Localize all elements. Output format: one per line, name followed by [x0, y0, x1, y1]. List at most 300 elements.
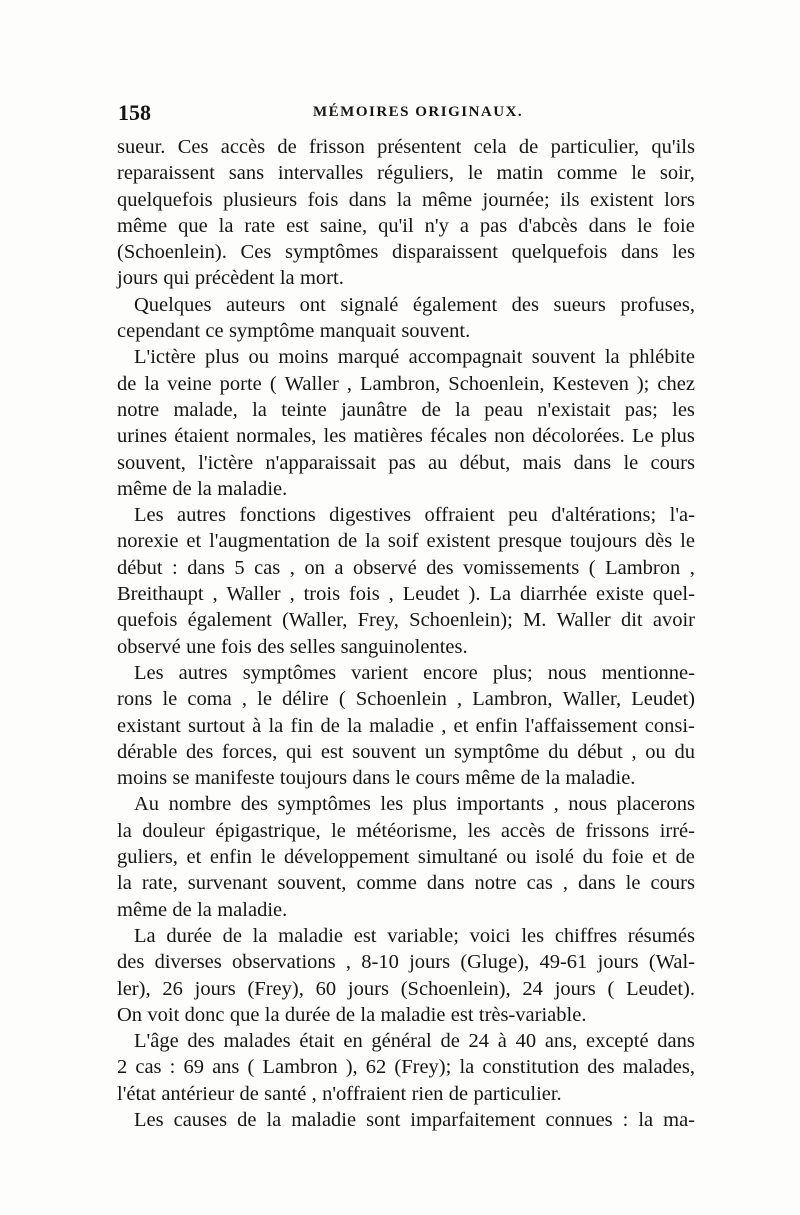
- word: Les: [134, 661, 164, 684]
- word: enfin: [209, 846, 253, 869]
- word: trois: [303, 583, 341, 606]
- word: de: [237, 1108, 257, 1131]
- word: diverses: [154, 951, 222, 974]
- word: fécales: [430, 425, 487, 448]
- word: Le: [631, 425, 654, 448]
- word: qu'ils: [651, 136, 695, 158]
- word: rons: [117, 688, 153, 711]
- word: (Schoenlein).: [117, 241, 227, 264]
- word: le: [257, 688, 272, 711]
- word: dans: [426, 872, 465, 895]
- word: journée;: [482, 188, 550, 211]
- word: pas: [388, 451, 416, 474]
- word: dérable: [117, 740, 178, 763]
- word: de: [277, 136, 297, 158]
- word: ).: [468, 583, 481, 606]
- word: phlébite: [628, 346, 695, 369]
- word: ),: [345, 1056, 358, 1079]
- word: connues: [545, 1108, 613, 1131]
- word: fois: [221, 635, 252, 658]
- word: donc: [184, 1003, 225, 1026]
- word: de: [337, 530, 358, 553]
- word: guliers,: [117, 846, 178, 869]
- word: cas: [135, 1056, 162, 1079]
- word: dans: [578, 872, 616, 895]
- word: que: [229, 1003, 260, 1026]
- word: constitution: [482, 1056, 580, 1079]
- word: début: [117, 556, 163, 579]
- word: qu'il: [378, 214, 414, 237]
- word: accès: [500, 819, 546, 842]
- word: début: [577, 740, 623, 763]
- word: notre: [117, 398, 160, 421]
- word: (Waller,: [282, 609, 348, 632]
- word: également: [412, 293, 498, 316]
- word: existent: [589, 188, 654, 211]
- word: peu: [508, 504, 538, 527]
- text-line: [117, 634, 695, 660]
- word: cas: [526, 872, 553, 895]
- word: soir,: [659, 162, 695, 185]
- word: plus: [205, 346, 240, 369]
- word: urines: [117, 425, 168, 448]
- word: norexie: [117, 530, 179, 553]
- word: les: [672, 398, 695, 421]
- word: l'ictère: [198, 451, 254, 474]
- word: comme: [356, 872, 417, 895]
- word: (: [607, 977, 615, 1000]
- word: intervalles: [277, 162, 364, 185]
- word: même: [465, 767, 516, 790]
- word: mais: [522, 451, 562, 474]
- word: 8-10: [361, 951, 399, 974]
- page-number: 158: [118, 100, 151, 125]
- word: coma: [187, 688, 232, 711]
- word: 26: [162, 977, 183, 1000]
- word: épigastrique,: [215, 819, 321, 842]
- word: avoir: [652, 609, 695, 632]
- word: :: [172, 556, 178, 579]
- word: (: [269, 372, 277, 395]
- word: n'apparaissait: [265, 451, 377, 474]
- word: (: [588, 556, 596, 579]
- word: sueurs: [553, 293, 606, 316]
- word: mort.: [299, 267, 344, 290]
- word: de: [518, 136, 539, 158]
- word: dans: [352, 767, 390, 790]
- word: Frey,: [357, 609, 399, 632]
- word: Lambron: [605, 556, 681, 579]
- word: teinte: [281, 398, 327, 421]
- word: irré-: [659, 819, 695, 842]
- word: la: [604, 346, 620, 369]
- word: est: [450, 1003, 474, 1026]
- word: comme: [557, 162, 618, 185]
- word: maladie: [291, 1108, 357, 1131]
- word: les: [467, 819, 491, 842]
- word: n'y: [424, 214, 449, 237]
- word: vomissements: [463, 556, 580, 579]
- word: Les: [134, 1108, 164, 1131]
- word: ,: [311, 1082, 317, 1105]
- body-text: [117, 134, 695, 1133]
- word: chiffres: [554, 924, 618, 947]
- text-line: [117, 949, 695, 975]
- word: le: [680, 530, 695, 553]
- word: maladie.: [217, 477, 288, 500]
- word: foie: [611, 846, 644, 869]
- word: jours: [409, 951, 451, 974]
- word: auteurs: [225, 293, 286, 316]
- word: que: [178, 214, 208, 237]
- word: toujours: [569, 530, 638, 553]
- word: fois: [348, 583, 380, 606]
- word: la: [117, 872, 132, 895]
- word: les: [521, 924, 545, 947]
- word: la: [365, 530, 380, 553]
- word: le: [625, 872, 641, 895]
- word: la: [117, 819, 132, 842]
- word: Waller,: [562, 688, 622, 711]
- word: un: [424, 740, 446, 763]
- word: peau: [484, 398, 523, 421]
- word: se: [172, 767, 190, 790]
- text-line: [117, 1028, 695, 1054]
- word: ou: [248, 346, 270, 369]
- word: dans: [348, 188, 387, 211]
- word: ler),: [117, 977, 151, 1000]
- word: digestives: [329, 504, 412, 527]
- word: ce: [205, 320, 224, 343]
- word: Leudet): [631, 688, 695, 711]
- word: la: [638, 1108, 654, 1131]
- text-line: [117, 1054, 695, 1080]
- word: on: [304, 556, 325, 579]
- word: plusieurs: [223, 188, 298, 211]
- word: ou: [645, 740, 666, 763]
- word: (: [338, 688, 346, 711]
- word: 62: [365, 1056, 387, 1079]
- word: disparaissent: [392, 241, 498, 264]
- word: malades: [223, 1030, 291, 1053]
- word: ans,: [544, 1030, 578, 1053]
- word: particulier.: [473, 1082, 562, 1105]
- word: (Frey),: [247, 977, 304, 1000]
- word: les: [672, 241, 695, 264]
- word: météorisme,: [356, 819, 458, 842]
- word: la: [197, 477, 212, 500]
- word: plus: [412, 793, 447, 816]
- word: dans: [657, 1030, 695, 1053]
- word: matin: [496, 162, 544, 185]
- word: était: [299, 1030, 335, 1053]
- word: de: [335, 1003, 356, 1026]
- text-line: [117, 660, 695, 686]
- word: Kesteven: [552, 372, 629, 395]
- word: début,: [459, 451, 511, 474]
- word: surtout: [187, 714, 245, 737]
- word: l'état: [117, 1082, 156, 1105]
- word: accès: [220, 136, 266, 158]
- word: des: [240, 793, 269, 816]
- word: de: [320, 714, 340, 737]
- word: observé: [117, 635, 181, 658]
- word: la: [360, 1003, 376, 1026]
- word: la: [252, 398, 267, 421]
- word: la: [144, 372, 160, 395]
- word: la: [252, 924, 268, 947]
- text-line: [117, 739, 695, 765]
- word: Breithaupt: [117, 583, 204, 606]
- word: souvent: [531, 346, 596, 369]
- word: Waller: [556, 609, 611, 632]
- word: L'ictère: [134, 346, 196, 369]
- text-line: [117, 581, 695, 607]
- word: maladie: [380, 1003, 446, 1026]
- word: selles: [289, 635, 336, 658]
- word: et: [186, 530, 202, 553]
- word: durée: [284, 1003, 331, 1026]
- word: l'augmentation: [209, 530, 331, 553]
- word: :: [622, 1108, 629, 1131]
- word: la: [347, 714, 362, 737]
- word: la: [218, 214, 234, 237]
- word: réguliers,: [377, 162, 454, 185]
- text-line: [117, 1081, 695, 1107]
- word: de: [440, 1030, 460, 1053]
- word: Schoenlein);: [409, 609, 513, 632]
- word: variable;: [387, 924, 459, 947]
- text-line: [117, 344, 695, 370]
- word: de: [555, 819, 575, 842]
- word: plus;: [492, 661, 533, 684]
- word: symptômes: [277, 793, 371, 816]
- word: ils: [560, 188, 580, 211]
- word: manquait: [319, 320, 396, 343]
- word: voici: [469, 924, 511, 947]
- text-line: [117, 897, 695, 923]
- word: qui: [285, 740, 313, 763]
- word: à: [497, 1030, 507, 1053]
- word: et: [652, 846, 667, 869]
- word: qui: [163, 267, 190, 290]
- word: au: [427, 451, 448, 474]
- word: dès: [644, 530, 673, 553]
- text-line: [117, 765, 695, 791]
- word: jours: [347, 977, 389, 1000]
- word: de: [172, 477, 192, 500]
- word: voit: [147, 1003, 180, 1026]
- word: ,: [457, 688, 463, 711]
- word: ,: [689, 556, 695, 579]
- word: mentionne-: [601, 661, 695, 684]
- word: dans: [573, 451, 612, 474]
- word: Waller: [284, 372, 339, 395]
- word: est: [286, 214, 309, 237]
- word: la: [264, 1003, 280, 1026]
- word: des: [587, 1056, 615, 1079]
- word: importants: [456, 793, 545, 816]
- word: fonctions: [239, 504, 316, 527]
- word: porte: [219, 372, 262, 395]
- word: quefois: [117, 609, 178, 632]
- word: sueur.: [117, 136, 166, 158]
- text-line: [117, 371, 695, 397]
- word: n'existait: [537, 398, 611, 421]
- word: existant: [117, 714, 181, 737]
- word: du: [582, 846, 604, 869]
- word: 2: [117, 1056, 128, 1079]
- word: rate: [244, 214, 276, 237]
- word: nombre: [168, 793, 232, 816]
- word: est: [320, 740, 344, 763]
- word: également: [187, 609, 272, 632]
- text-line: [117, 502, 695, 528]
- word: saine,: [319, 214, 368, 237]
- word: cependant: [117, 320, 201, 343]
- word: veine: [167, 372, 212, 395]
- word: Lambron: [262, 1056, 338, 1079]
- word: La: [489, 583, 512, 606]
- running-head: MÉMOIRES ORIGINAUX.: [313, 104, 524, 120]
- text-line: [117, 318, 695, 344]
- word: ,: [631, 740, 637, 763]
- word: 24: [468, 1030, 490, 1053]
- word: de: [421, 398, 441, 421]
- word: offraient: [424, 504, 495, 527]
- word: la: [279, 267, 295, 290]
- word: général: [371, 1030, 432, 1053]
- word: et: [186, 846, 202, 869]
- word: ma-: [663, 1108, 695, 1131]
- word: On: [117, 1003, 143, 1026]
- word: souvent.: [401, 320, 471, 343]
- word: L'âge: [134, 1030, 179, 1053]
- word: Lambron,: [359, 372, 441, 395]
- word: maladie.: [217, 898, 288, 921]
- word: le: [623, 451, 639, 474]
- word: observé: [353, 556, 417, 579]
- word: dans: [588, 214, 627, 237]
- word: frisson: [309, 136, 365, 158]
- word: de: [675, 846, 695, 869]
- word: très-variable.: [478, 1003, 587, 1026]
- word: d'altérations;: [551, 504, 657, 527]
- text-line: [117, 134, 695, 160]
- word: la: [396, 188, 412, 211]
- word: Ces: [240, 241, 272, 264]
- text-line: [117, 476, 695, 502]
- word: reparaissent: [117, 162, 215, 185]
- word: foie: [662, 214, 695, 237]
- word: présentent: [377, 136, 462, 158]
- word: ou: [506, 846, 527, 869]
- word: l'a-: [669, 504, 695, 527]
- word: et: [453, 714, 469, 737]
- word: des: [426, 556, 454, 579]
- text-line: [117, 1107, 695, 1133]
- word: la: [545, 767, 561, 790]
- word: fois: [307, 188, 339, 211]
- word: ,: [345, 951, 352, 974]
- word: Lambron,: [472, 688, 553, 711]
- word: même: [117, 214, 168, 237]
- word: même: [117, 898, 168, 921]
- word: jaunâtre: [341, 398, 408, 421]
- word: ,: [553, 793, 559, 816]
- word: est: [353, 924, 377, 947]
- word: santé: [264, 1082, 307, 1105]
- word: à: [252, 714, 262, 737]
- text-line: [117, 213, 695, 239]
- word: varient: [351, 661, 409, 684]
- word: cela: [473, 136, 507, 158]
- word: de: [117, 372, 137, 395]
- word: 24: [522, 977, 543, 1000]
- word: cours: [650, 451, 695, 474]
- word: nous: [547, 661, 587, 684]
- word: le: [331, 819, 346, 842]
- word: quel-: [652, 583, 695, 606]
- word: non: [494, 425, 525, 448]
- word: décolorées.: [532, 425, 625, 448]
- word: rien: [411, 1082, 444, 1105]
- word: de: [520, 767, 540, 790]
- word: des: [257, 635, 285, 658]
- word: jours: [194, 977, 236, 1000]
- word: du: [674, 740, 695, 763]
- word: le: [395, 767, 411, 790]
- word: 69: [183, 1056, 204, 1079]
- word: dans: [620, 241, 659, 264]
- word: (Frey);: [394, 1056, 452, 1079]
- word: malades,: [622, 1056, 695, 1079]
- text-line: [117, 265, 695, 291]
- word: de: [222, 924, 242, 947]
- word: la: [459, 1056, 475, 1079]
- word: même: [422, 188, 473, 211]
- word: du: [548, 740, 569, 763]
- word: 49-61: [539, 951, 588, 974]
- word: ,: [562, 872, 568, 895]
- word: existent: [426, 530, 491, 553]
- word: symptôme: [228, 320, 315, 343]
- word: ont: [299, 293, 326, 316]
- word: existe: [596, 583, 644, 606]
- word: des: [186, 740, 214, 763]
- word: particulier,: [550, 136, 640, 158]
- page-header: [118, 100, 693, 130]
- word: délire: [282, 688, 329, 711]
- word: étaient: [174, 425, 229, 448]
- word: chez: [657, 372, 695, 395]
- word: dans: [187, 556, 225, 579]
- word: jours: [554, 977, 596, 1000]
- word: sanguinolentes.: [340, 635, 468, 658]
- word: cours: [415, 767, 460, 790]
- word: Schoenlein: [355, 688, 447, 711]
- word: nous: [568, 793, 607, 816]
- word: ,: [346, 372, 352, 395]
- word: (Gluge),: [460, 951, 530, 974]
- word: des: [117, 951, 145, 974]
- word: dit: [620, 609, 643, 632]
- word: autres: [178, 661, 228, 684]
- word: moins: [117, 767, 168, 790]
- word: quelquefois: [117, 188, 213, 211]
- word: le: [631, 162, 646, 185]
- word: Waller: [226, 583, 281, 606]
